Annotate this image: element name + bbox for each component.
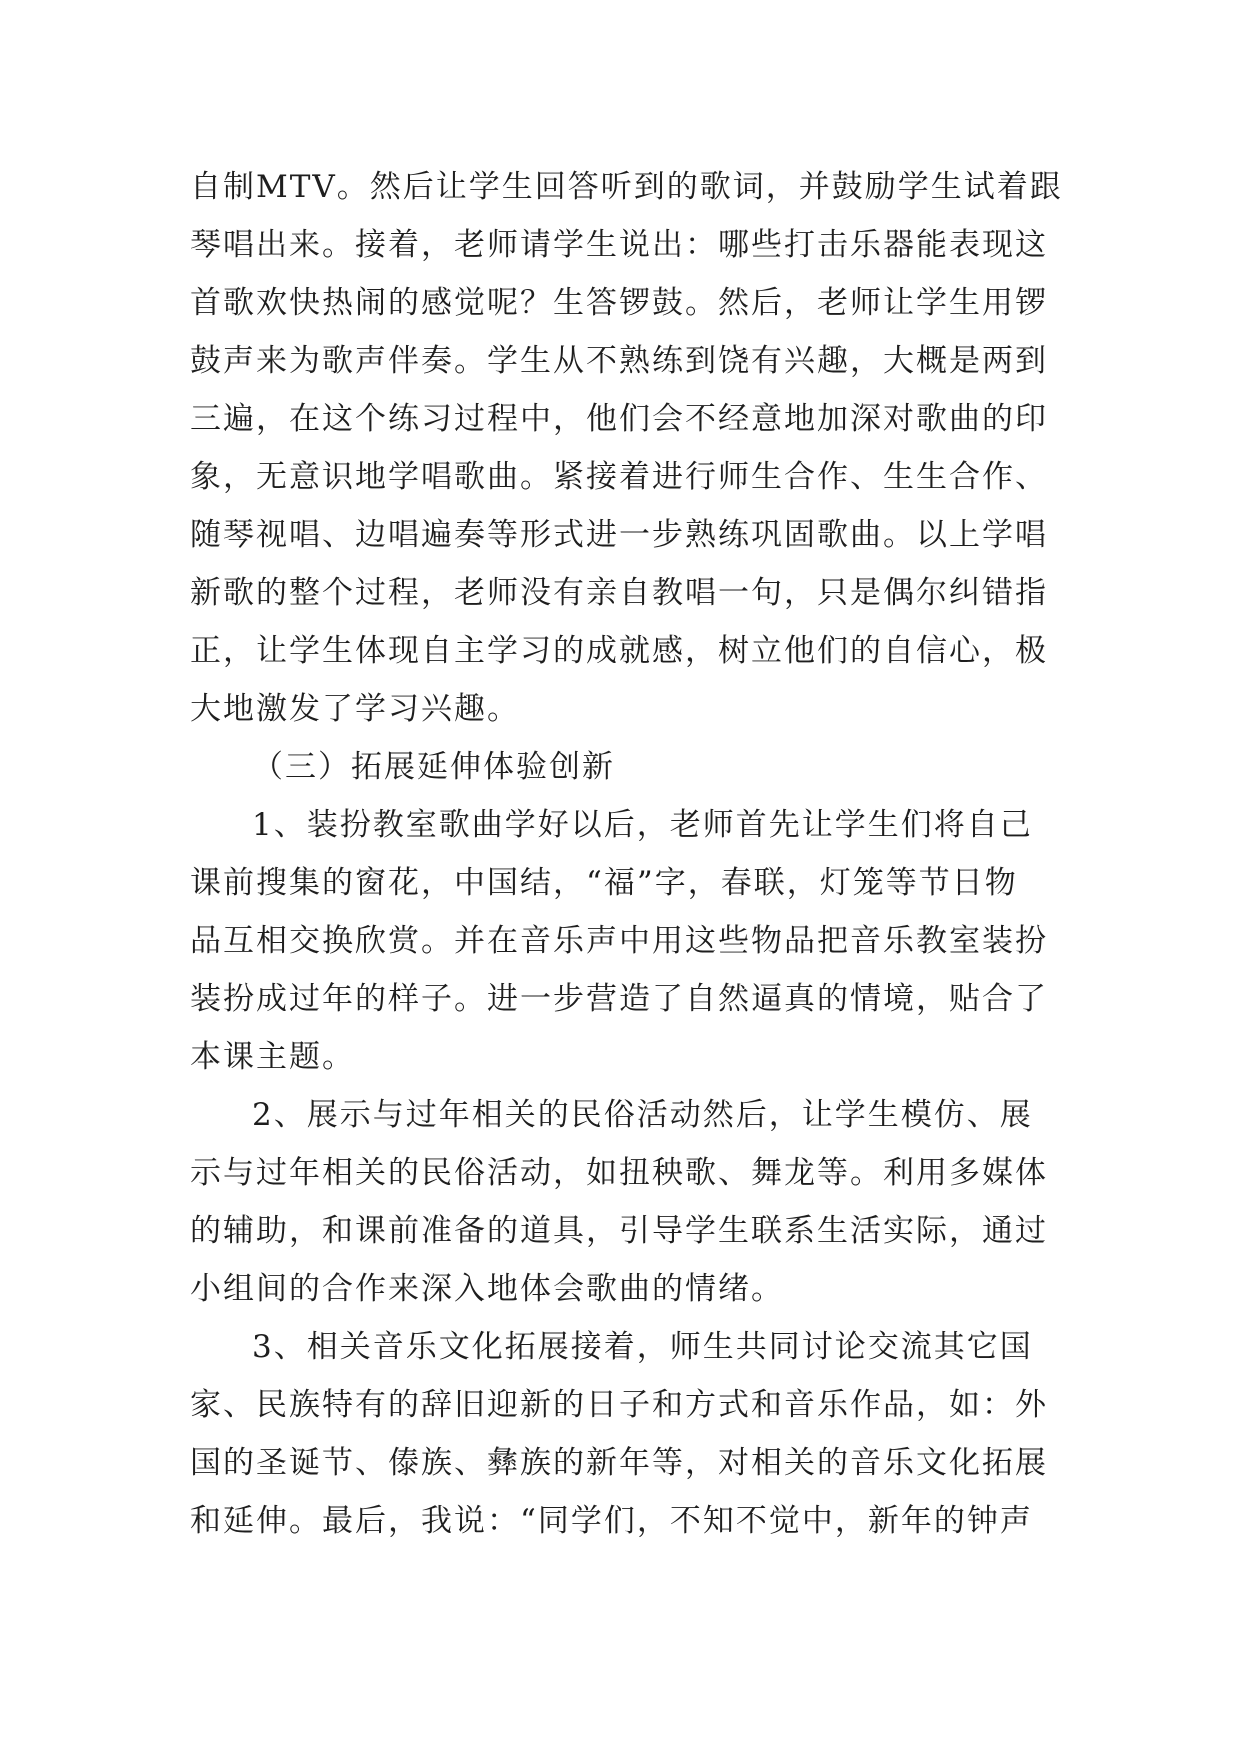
text-line: 课前搜集的窗花，中国结，“福”字，春联，灯笼等节日物 bbox=[190, 865, 1018, 901]
text-line: 的辅助，和课前准备的道具，引导学生联系生活实际，通过 bbox=[190, 1213, 1048, 1249]
text-line: 和延伸。最后，我说：“同学们，不知不觉中，新年的钟声 bbox=[190, 1503, 1033, 1539]
text-line: 2、展示与过年相关的民俗活动然后，让学生模仿、展 bbox=[252, 1097, 1033, 1133]
text-line: 首歌欢快热闹的感觉呢？生答锣鼓。然后，老师让学生用锣 bbox=[190, 285, 1048, 321]
text-line: 本课主题。 bbox=[190, 1039, 355, 1075]
text-line: 1、装扮教室歌曲学好以后，老师首先让学生们将自己 bbox=[252, 807, 1033, 843]
text-line: 正，让学生体现自主学习的成就感，树立他们的自信心，极 bbox=[190, 633, 1048, 669]
text-line: 鼓声来为歌声伴奏。学生从不熟练到饶有兴趣，大概是两到 bbox=[190, 343, 1048, 379]
text-line: 装扮成过年的样子。进一步营造了自然逼真的情境，贴合了 bbox=[190, 981, 1048, 1017]
text-line: 随琴视唱、边唱遍奏等形式进一步熟练巩固歌曲。以上学唱 bbox=[190, 517, 1048, 553]
text-line: 家、民族特有的辞旧迎新的日子和方式和音乐作品，如：外 bbox=[190, 1387, 1048, 1423]
document-body bbox=[190, 158, 1063, 1550]
text-line: 琴唱出来。接着，老师请学生说出：哪些打击乐器能表现这 bbox=[190, 227, 1048, 263]
section-heading: （三）拓展延伸体验创新 bbox=[252, 749, 615, 785]
text-line: 象，无意识地学唱歌曲。紧接着进行师生合作、生生合作、 bbox=[190, 459, 1048, 495]
text-line: 新歌的整个过程，老师没有亲自教唱一句，只是偶尔纠错指 bbox=[190, 575, 1048, 611]
text-line: 品互相交换欣赏。并在音乐声中用这些物品把音乐教室装扮 bbox=[190, 923, 1048, 959]
text-line: 小组间的合作来深入地体会歌曲的情绪。 bbox=[190, 1271, 784, 1307]
text-line: 自制MTV。然后让学生回答听到的歌词，并鼓励学生试着跟 bbox=[190, 169, 1063, 205]
text-line: 示与过年相关的民俗活动，如扭秧歌、舞龙等。利用多媒体 bbox=[190, 1155, 1048, 1191]
text-line: 国的圣诞节、傣族、彝族的新年等，对相关的音乐文化拓展 bbox=[190, 1445, 1048, 1481]
text-line: 大地激发了学习兴趣。 bbox=[190, 691, 520, 727]
text-line: 三遍，在这个练习过程中，他们会不经意地加深对歌曲的印 bbox=[190, 401, 1048, 437]
text-line: 3、相关音乐文化拓展接着，师生共同讨论交流其它国 bbox=[252, 1329, 1033, 1365]
